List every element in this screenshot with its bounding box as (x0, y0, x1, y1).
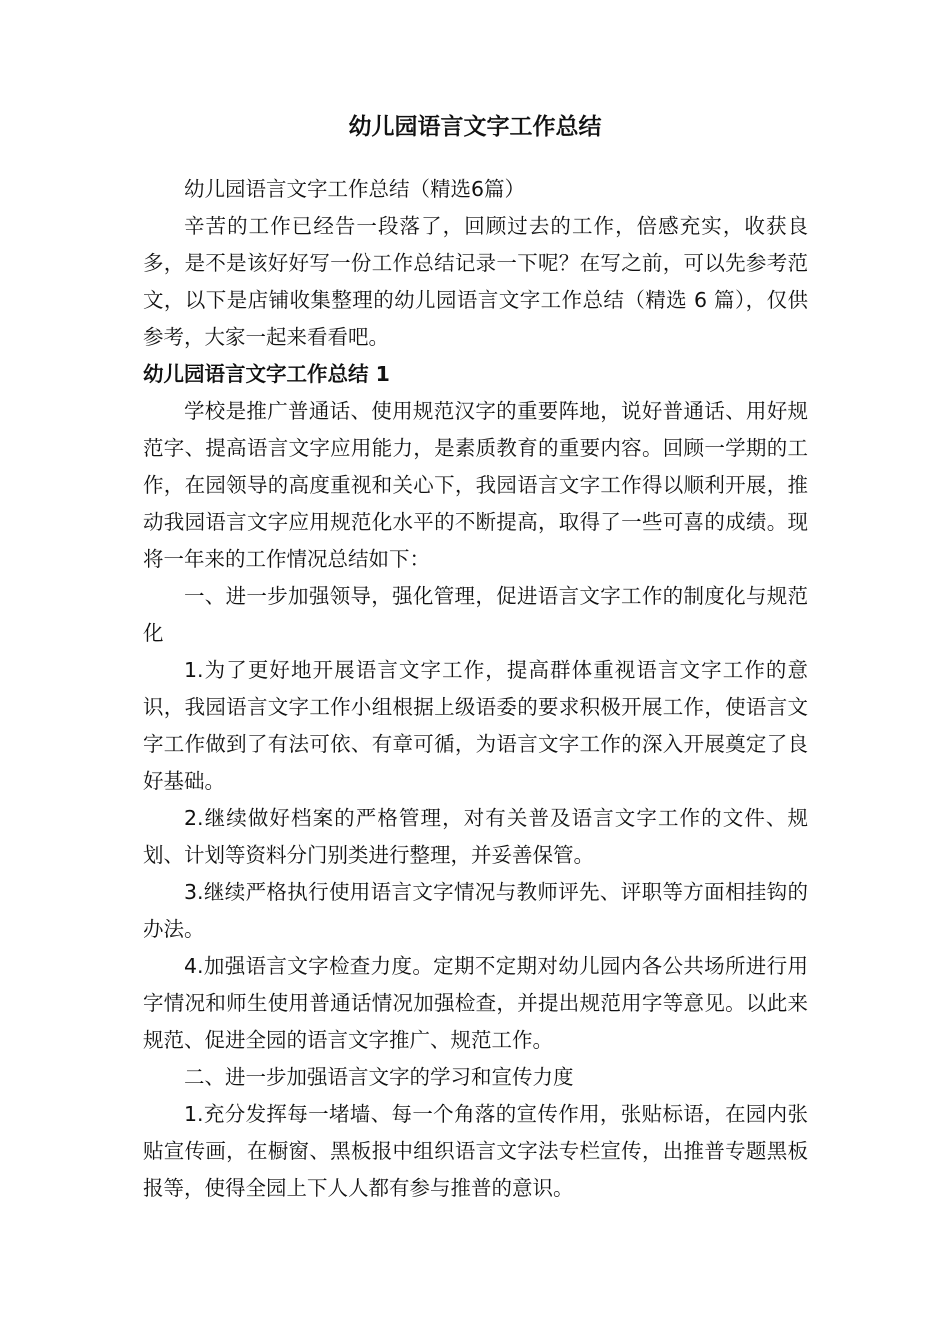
list-item: 4.加强语言文字检查力度。定期不定期对幼儿园内各公共场所进行用字情况和师生使用普通话情况加强检查，并提出规范用字等意见。以此来规范、促进全园的语言文字推广、规范工作。 (143, 954, 808, 1052)
intro-paragraph: 辛苦的工作已经告一段落了，回顾过去的工作，倍感充实，收获良多，是不是该好好写一份工作总结记录一下呢？在写之前，可以先参考范文，以下是店铺收集整理的幼儿园语言文字工作总结（精选 6 篇），仅供参考，大家一起来看看吧。 (143, 214, 808, 349)
subsection-heading: 二、进一步加强语言文字的学习和宣传力度 (184, 1065, 574, 1089)
subsection-heading: 一、进一步加强领导，强化管理，促进语言文字工作的制度化与规范化 (143, 584, 808, 645)
section-heading: 幼儿园语言文字工作总结 1 (143, 362, 390, 386)
list-item: 3.继续严格执行使用语言文字情况与教师评先、评职等方面相挂钩的办法。 (143, 880, 808, 941)
document-title: 幼儿园语言文字工作总结 (348, 114, 602, 140)
document-body (143, 171, 808, 1207)
list-item: 1.充分发挥每一堵墙、每一个角落的宣传作用，张贴标语，在园内张贴宣传画，在橱窗、黑板报中组织语言文字法专栏宣传，出推普专题黑板报等，使得全园上下人人都有参与推普的意识。 (143, 1102, 808, 1200)
subtitle-paragraph: 幼儿园语言文字工作总结（精选6篇） (184, 177, 526, 201)
list-item: 1.为了更好地开展语言文字工作，提高群体重视语言文字工作的意识，我园语言文字工作小组根据上级语委的要求积极开展工作，使语言文字工作做到了有法可依、有章可循，为语言文字工作的深入开展奠定了良好基础。 (143, 658, 808, 793)
body-paragraph: 学校是推广普通话、使用规范汉字的重要阵地，说好普通话、用好规范字、提高语言文字应用能力，是素质教育的重要内容。回顾一学期的工作，在园领导的高度重视和关心下，我园语言文字工作得以顺利开展，推动我园语言文字应用规范化水平的不断提高，取得了一些可喜的成绩。现将一年来的工作情况总结如下： (143, 399, 808, 571)
list-item: 2.继续做好档案的严格管理，对有关普及语言文字工作的文件、规划、计划等资料分门别类进行整理，并妥善保管。 (143, 806, 808, 867)
